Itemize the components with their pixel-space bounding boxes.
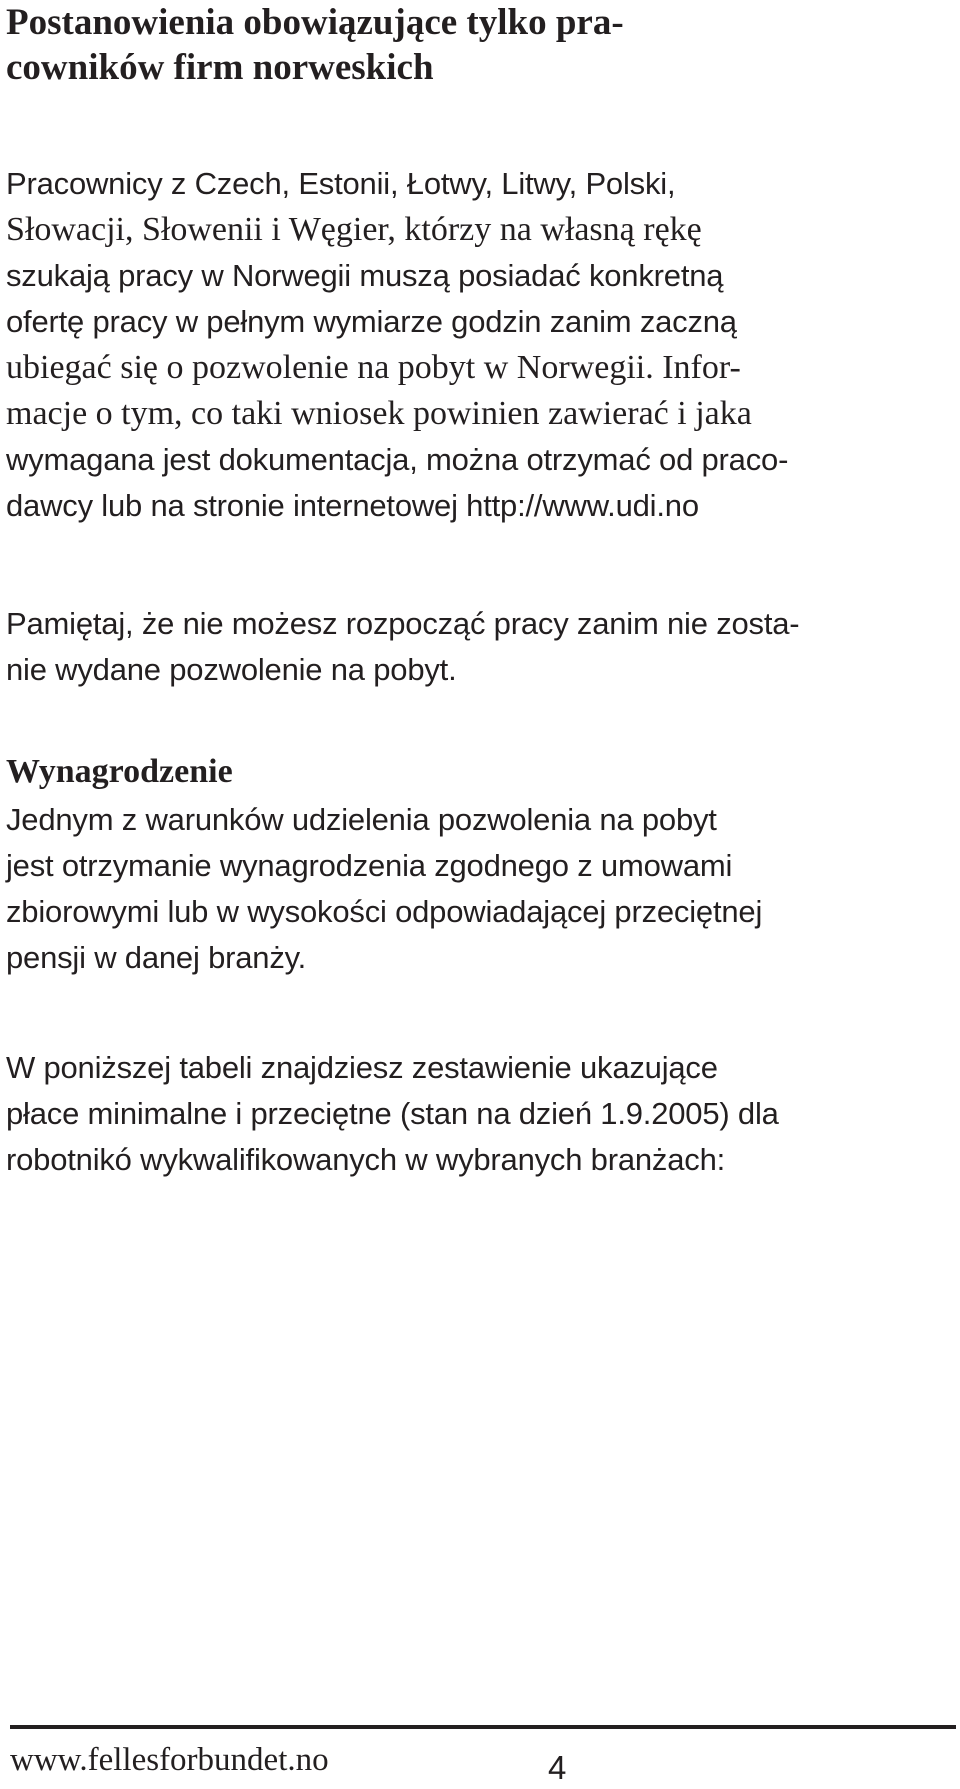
paragraph1-line: Pracownicy z Czech, Estonii, Łotwy, Litwy, Polski, — [6, 166, 676, 201]
heading-line-1: Postanowienia obowiązujące tylko pra- — [6, 2, 624, 43]
paragraph2-line: Pamiętaj, że nie możesz rozpocząć pracy zanim nie zosta- — [6, 606, 800, 641]
paragraph1-line: szukają pracy w Norwegii muszą posiadać konkretną — [6, 258, 724, 293]
paragraph3-line: W poniższej tabeli znajdziesz zestawienie ukazujące — [6, 1050, 718, 1085]
section-line: Jednym z warunków udzielenia pozwolenia na pobyt — [6, 802, 717, 837]
paragraph2-line: nie wydane pozwolenie na pobyt. — [6, 652, 457, 687]
paragraph1-line: ofertę pracy w pełnym wymiarze godzin zanim zaczną — [6, 304, 737, 339]
page-number: 4 — [548, 1749, 567, 1786]
section-line: pensji w danej branży. — [6, 940, 307, 975]
section-title: Wynagrodzenie — [6, 753, 233, 790]
heading-line-2: cowników firm norweskich — [6, 47, 434, 88]
section-line: zbiorowymi lub w wysokości odpowiadającej przeciętnej — [6, 894, 763, 929]
paragraph1-line: macje o tym, co taki wniosek powinien zawierać i jaka — [6, 395, 752, 432]
paragraph1-line: wymagana jest dokumentacja, można otrzymać od praco- — [6, 442, 789, 477]
section-line: jest otrzymanie wynagrodzenia zgodnego z umowami — [6, 848, 733, 883]
paragraph1-line: ubiegać się o pozwolenie na pobyt w Norwegii. Infor- — [6, 349, 741, 386]
footer-divider — [10, 1725, 956, 1729]
paragraph3-line: płace minimalne i przeciętne (stan na dzień 1.9.2005) dla — [6, 1096, 779, 1131]
paragraph1-line: Słowacji, Słowenii i Węgier, którzy na własną rękę — [6, 211, 702, 248]
paragraph3-line: robotnikó wykwalifikowanych w wybranych branżach: — [6, 1142, 726, 1177]
paragraph1-line: dawcy lub na stronie internetowej http://www.udi.no — [6, 488, 699, 523]
page-heading — [6, 0, 946, 90]
footer-website-url: www.fellesforbundet.no — [10, 1742, 329, 1778]
